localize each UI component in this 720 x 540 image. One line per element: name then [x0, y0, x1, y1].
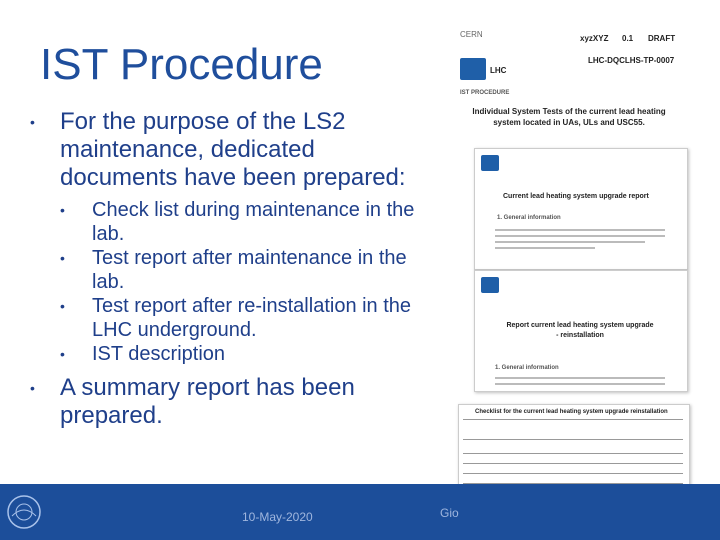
- bullet-text: A summary report has been prepared.: [60, 374, 355, 429]
- bullet-dot-icon: •: [30, 380, 35, 396]
- doc-ref: LHC-DQCLHS-TP-0007: [588, 56, 675, 65]
- text-line: [495, 247, 595, 249]
- bullet-text: For the purpose of the LS2 maintenance, dedicated documents have been prepared:: [60, 108, 406, 191]
- report-section: 1. General information: [495, 365, 559, 371]
- cern-logo-icon: [460, 58, 486, 80]
- lhc-report-thumbnail: [474, 270, 688, 392]
- doc-status: DRAFT: [648, 34, 676, 43]
- report-title: Current lead heating system upgrade report: [503, 193, 649, 200]
- bullet-item: [22, 108, 422, 192]
- bullet-list: [22, 108, 422, 430]
- sub-bullet-text: Test report after re-installation in the LHC underground.: [92, 295, 412, 341]
- bullet-dot-icon: •: [60, 298, 65, 314]
- sub-bullet-text: Check list during maintenance in the lab.: [92, 199, 415, 245]
- table-line: [463, 419, 683, 420]
- cern-logo-icon: [6, 494, 42, 530]
- text-line: [495, 235, 665, 237]
- text-line: [495, 241, 645, 243]
- lab-report-thumbnail: [474, 148, 688, 270]
- doc-machine: LHC: [490, 66, 507, 75]
- procedure-document-thumbnail: [452, 22, 688, 152]
- doc-title: Individual System Tests of the current lead heating system located in UAs, ULs and USC55.: [472, 107, 666, 127]
- slide-title: IST Procedure: [40, 40, 323, 89]
- report-title: Report current lead heating system upgrade - reinstallation: [506, 322, 654, 339]
- bullet-dot-icon: •: [60, 250, 65, 266]
- checklist-title: Checklist for the current lead heating system upgrade reinstallation: [475, 409, 668, 415]
- table-line: [463, 473, 683, 474]
- cern-logo-icon: [481, 277, 499, 293]
- bullet-dot-icon: •: [60, 346, 65, 362]
- doc-type: IST PROCEDURE: [460, 90, 510, 96]
- bullet-dot-icon: •: [30, 114, 35, 130]
- doc-version: 0.1: [622, 34, 634, 43]
- footer-bar: [0, 484, 720, 540]
- doc-org: CERN: [460, 30, 483, 39]
- doc-id: xyzXYZ: [580, 34, 609, 43]
- bullet-item: [22, 374, 422, 430]
- text-line: [495, 377, 665, 379]
- table-line: [463, 463, 683, 464]
- table-line: [463, 453, 683, 454]
- text-line: [495, 383, 665, 385]
- bullet-dot-icon: •: [60, 202, 65, 218]
- footer-author: Gio: [440, 506, 459, 520]
- report-section: 1. General information: [497, 215, 561, 221]
- sub-bullet-item: [22, 294, 422, 342]
- sub-bullet-item: [22, 246, 422, 294]
- sub-bullet-item: [22, 198, 422, 246]
- table-line: [463, 439, 683, 440]
- sub-bullet-text: IST description: [92, 343, 226, 365]
- text-line: [495, 229, 665, 231]
- cern-logo-icon: [481, 155, 499, 171]
- sub-bullet-text: Test report after maintenance in the lab.: [92, 247, 407, 293]
- sub-bullet-item: [22, 342, 422, 366]
- footer-date: 10-May-2020: [242, 510, 313, 524]
